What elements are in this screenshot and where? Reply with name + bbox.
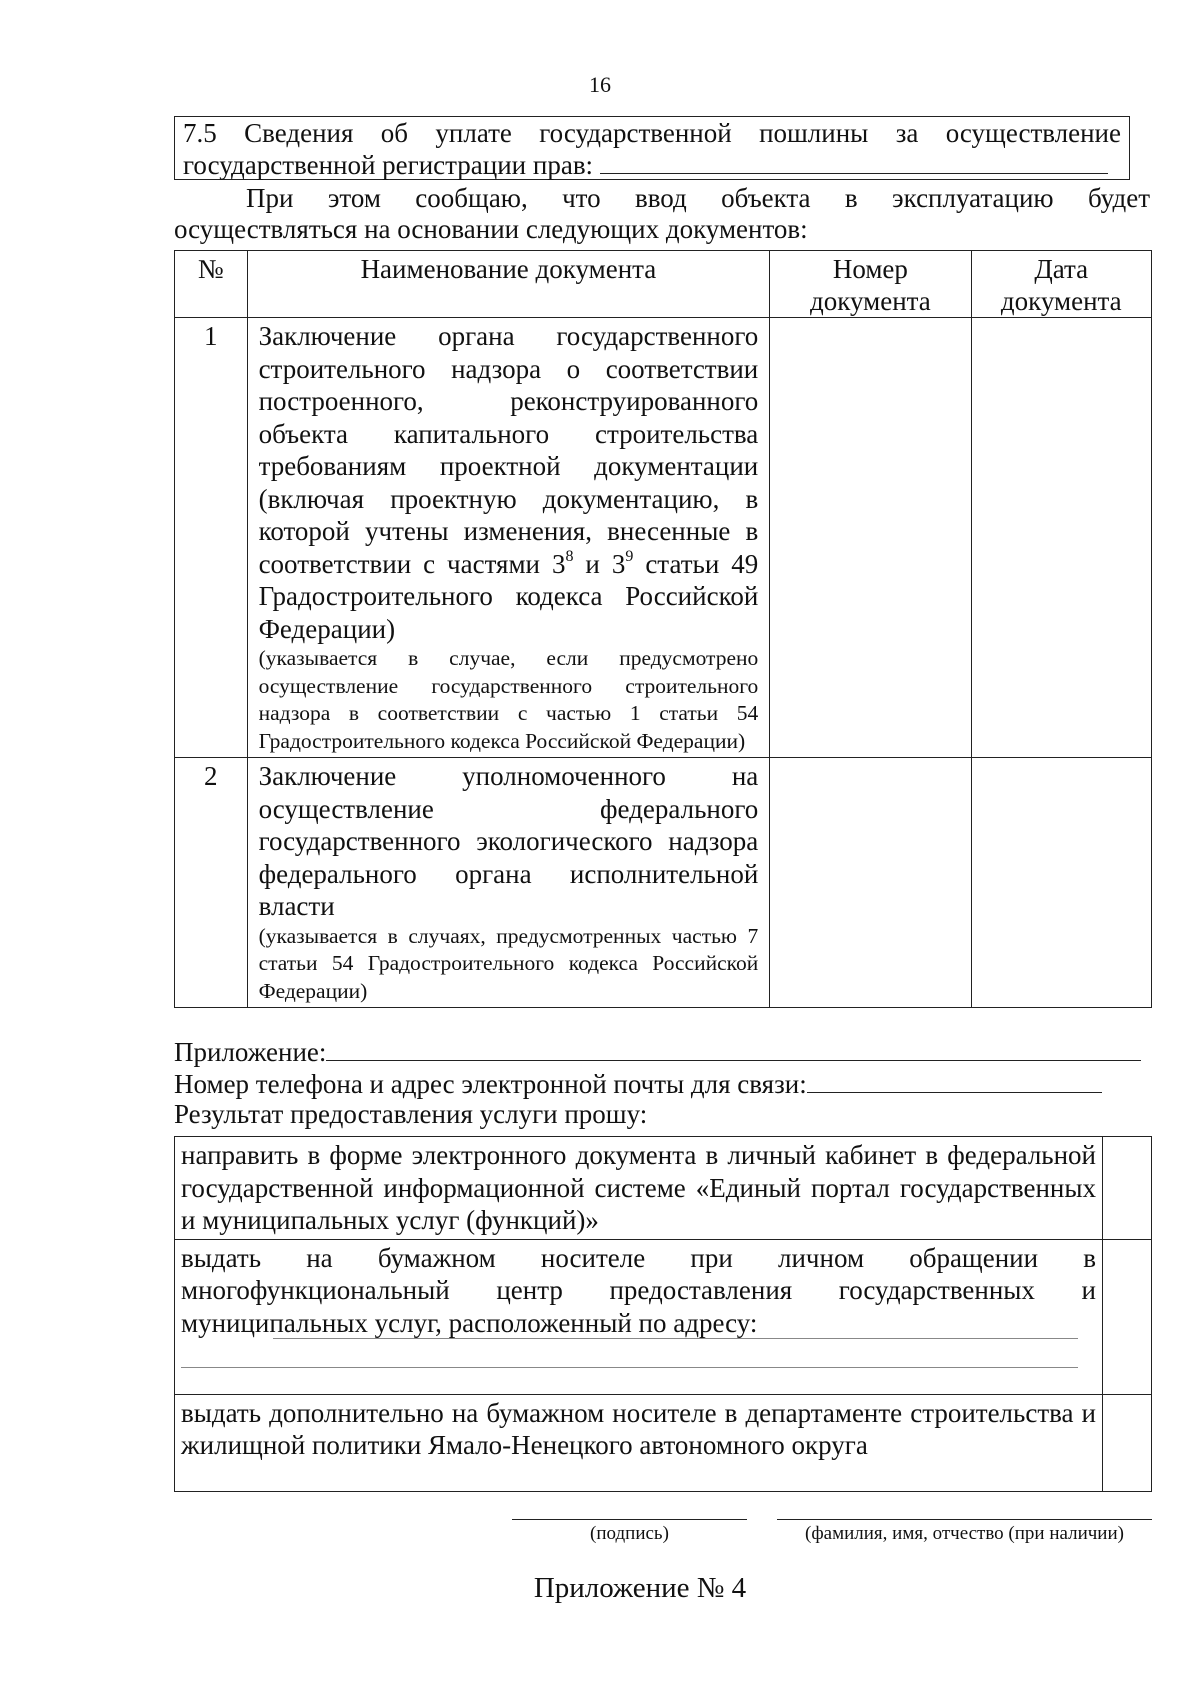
document-name-cell bbox=[247, 318, 770, 758]
header-date: Дата документа bbox=[971, 251, 1151, 318]
state-fee-line1: 7.5 Сведения об уплате государственной пошлины за осуществление bbox=[183, 118, 1121, 148]
signature-caption: (подпись) bbox=[590, 1523, 669, 1544]
result-option-checkbox[interactable] bbox=[1103, 1137, 1152, 1240]
documents-table bbox=[174, 250, 1152, 1008]
document-name-cell bbox=[247, 758, 770, 1008]
result-option-cell bbox=[175, 1239, 1103, 1394]
intro-line1: При этом сообщаю, что ввод объекта в эксплуатацию будет bbox=[246, 183, 1150, 213]
contact-label: Номер телефона и адрес электронной почты для связи: bbox=[174, 1069, 807, 1099]
contact-input-line[interactable] bbox=[807, 1068, 1102, 1093]
state-fee-section bbox=[174, 116, 1130, 180]
full-name-caption: (фамилия, имя, отчество (при наличии) bbox=[805, 1523, 1124, 1544]
table-row bbox=[175, 758, 1152, 1008]
attachment-input-line[interactable] bbox=[326, 1036, 1141, 1061]
documents-table-header bbox=[175, 251, 1152, 318]
table-row bbox=[175, 318, 1152, 758]
header-no: № bbox=[175, 251, 248, 318]
document-number-cell[interactable] bbox=[770, 318, 971, 758]
intro-line2: осуществляться на основании следующих документов: bbox=[174, 214, 808, 244]
state-fee-line2: государственной регистрации прав: bbox=[183, 150, 594, 180]
document-name-part: и 3 bbox=[573, 548, 626, 579]
result-option-checkbox[interactable] bbox=[1103, 1394, 1152, 1491]
result-option bbox=[175, 1137, 1152, 1240]
result-options-table bbox=[174, 1136, 1152, 1492]
document-name: Заключение уполномоченного на осуществление федерального государственного экологического надзора федерального органа исполнительной власти bbox=[258, 761, 759, 921]
full-name-line[interactable] bbox=[777, 1519, 1152, 1520]
result-label: Результат предоставления услуги прошу: bbox=[174, 1099, 648, 1129]
address-input-line-2[interactable] bbox=[181, 1339, 1078, 1368]
result-option bbox=[175, 1239, 1152, 1394]
document-name-part: Заключение органа государственного строительного надзора о соответствии построенного, реконструированного объекта капитального строительства требованиям проектной документации (включая проектную документацию, в которой учтены изменения, внесенные в соответствии с частями 3 bbox=[258, 321, 759, 579]
row-number: 1 bbox=[175, 318, 248, 758]
document-name-part: статьи 49 Градостроительного кодекса Российской Федерации) bbox=[258, 548, 759, 644]
signature-line[interactable] bbox=[512, 1519, 747, 1520]
document-name bbox=[259, 320, 759, 645]
row-number: 2 bbox=[175, 758, 248, 1008]
state-fee-input-line[interactable] bbox=[600, 149, 1108, 174]
header-name: Наименование документа bbox=[247, 251, 770, 318]
result-option-text: выдать на бумажном носителе при личном обращении в многофункциональный центр предоставления государственных и муниципальных услуг, расположенный по адресу: bbox=[181, 1242, 1096, 1338]
document-number-cell[interactable] bbox=[770, 758, 971, 1008]
document-note: (указывается в случае, если предусмотрено осуществление государственного строительного надзора в соответствии с частью 1 статьи 54 Градостроительного кодекса Российской Федерации) bbox=[258, 646, 759, 753]
result-option bbox=[175, 1394, 1152, 1491]
superscript: 8 bbox=[565, 547, 574, 565]
result-option-text: выдать дополнительно на бумажном носителе в департаменте строительства и жилищной политики Ямало-Ненецкого автономного округа bbox=[175, 1394, 1103, 1491]
document-date-cell[interactable] bbox=[971, 318, 1151, 758]
contact-row bbox=[174, 1068, 1150, 1100]
result-option-checkbox[interactable] bbox=[1103, 1239, 1152, 1394]
document-date-cell[interactable] bbox=[971, 758, 1151, 1008]
attachment-row bbox=[174, 1036, 1150, 1068]
annex-title: Приложение № 4 bbox=[533, 1572, 747, 1604]
result-option-text: направить в форме электронного документа в личный кабинет в федеральной государственной информационной системе «Единый портал государственных и муниципальных услуг (функций)» bbox=[175, 1137, 1103, 1240]
document-note: (указывается в случаях, предусмотренных частью 7 статьи 54 Градостроительного кодекса Российской Федерации) bbox=[258, 923, 759, 1003]
state-fee-line2-row bbox=[183, 149, 1121, 181]
header-number: Номер документа bbox=[770, 251, 971, 318]
superscript: 9 bbox=[625, 547, 634, 565]
page-number: 16 bbox=[589, 72, 611, 97]
attachment-label: Приложение: bbox=[174, 1037, 327, 1067]
